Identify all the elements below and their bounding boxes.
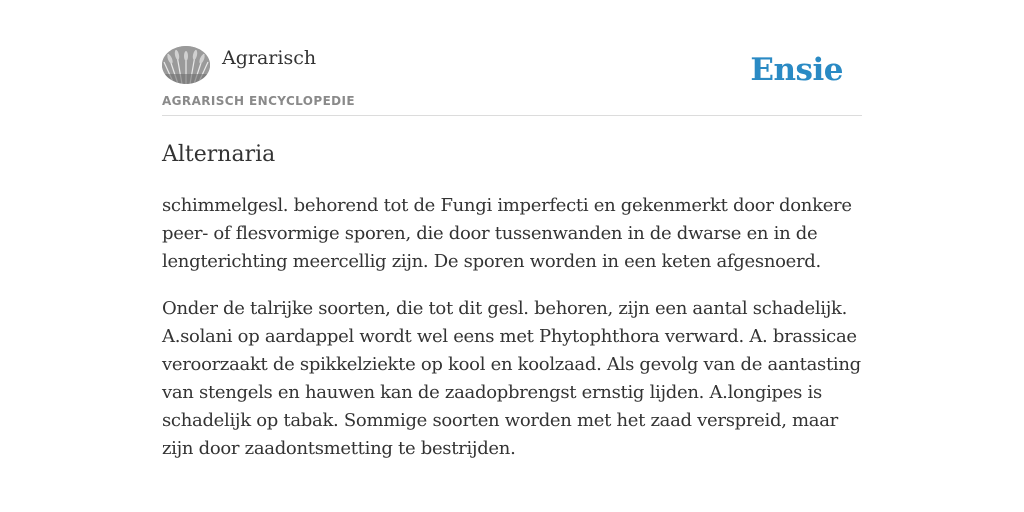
article-body — [162, 192, 862, 482]
article-card — [162, 0, 862, 512]
source-header — [162, 0, 862, 116]
source-name[interactable]: Agrarisch — [222, 47, 317, 69]
wheat-icon[interactable] — [162, 46, 210, 84]
article-paragraph-2: Onder de talrijke soorten, die tot dit gesl. behoren, zijn een aantal schadelijk. A.solani op aardappel wordt wel eens met Phytophthora verward. A. brassicae veroorzaakt de spikkelziekte op kool en koolzaad. Als gevolg van de aantasting van stengels en hauwen kan de zaadopbrengst ernstig lijden. A.longipes is schadelijk op tabak. Sommige soorten worden met het zaad verspreid, maar zijn door zaadontsmetting te bestrijden. — [162, 298, 861, 459]
article-paragraph-1: schimmelgesl. behorend tot de Fungi imperfecti en gekenmerkt door donkere peer- of flesvormige sporen, die door tussenwanden in de dwarse en in de lengterichting meercellig zijn. De sporen worden in een keten afgesnoerd. — [162, 195, 852, 272]
article-title: Alternaria — [162, 142, 276, 167]
source-subtitle[interactable]: AGRARISCH ENCYCLOPEDIE — [162, 94, 355, 108]
brand-logo[interactable]: Ensie — [750, 52, 843, 88]
